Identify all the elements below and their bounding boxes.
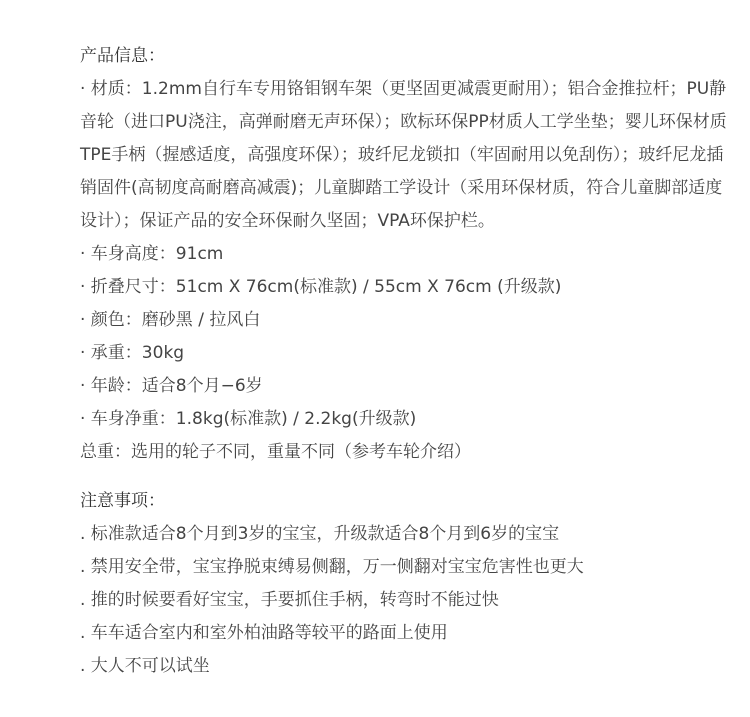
product-info-title: 产品信息：	[80, 46, 165, 66]
note-item: . 禁用安全带，宝宝挣脱束缚易侧翻，万一侧翻对宝宝危害性也更大	[80, 557, 584, 577]
note-item: . 车车适合室内和室外柏油路等较平的路面上使用	[80, 623, 448, 643]
body-height-spec: · 车身高度：91cm	[80, 244, 224, 264]
material-spec: · 材质：1.2mm自行车专用铬钼钢车架（更坚固更减震更耐用）；铝合金推拉杆；PU静音轮（进口PU浇注，高弹耐磨无声环保）；欧标环保PP材质人工学坐垫；婴儿环保材质TPE手柄（握感适度，高强度环保）；玻纤尼龙锁扣（牢固耐用以免刮伤）；玻纤尼龙插销固件(高韧度高耐磨高减震)；儿童脚踏工学设计（采用环保材质，符合儿童脚部适度设计）；保证产品的安全环保耐久坚固；VPA环保护栏。	[80, 79, 727, 231]
folded-size-spec: · 折叠尺寸：51cm X 76cm(标准款) / 55cm X 76cm (升级款)	[80, 277, 562, 297]
load-spec: · 承重：30kg	[80, 343, 185, 363]
color-spec: · 颜色：磨砂黑 / 拉风白	[80, 310, 261, 330]
note-item: . 标准款适合8个月到3岁的宝宝，升级款适合8个月到6岁的宝宝	[80, 524, 560, 544]
note-item: . 推的时候要看好宝宝，手要抓住手柄，转弯时不能过快	[80, 590, 499, 610]
section-divider	[80, 469, 730, 485]
net-weight-spec: · 车身净重：1.8kg(标准款) / 2.2kg(升级款)	[80, 409, 417, 429]
notes-title: 注意事项：	[80, 491, 165, 511]
age-spec: · 年龄：适合8个月−6岁	[80, 376, 263, 396]
note-item: . 大人不可以试坐	[80, 656, 210, 676]
product-description	[80, 40, 730, 683]
gross-weight-spec: 总重：选用的轮子不同，重量不同（参考车轮介绍）	[80, 442, 471, 462]
